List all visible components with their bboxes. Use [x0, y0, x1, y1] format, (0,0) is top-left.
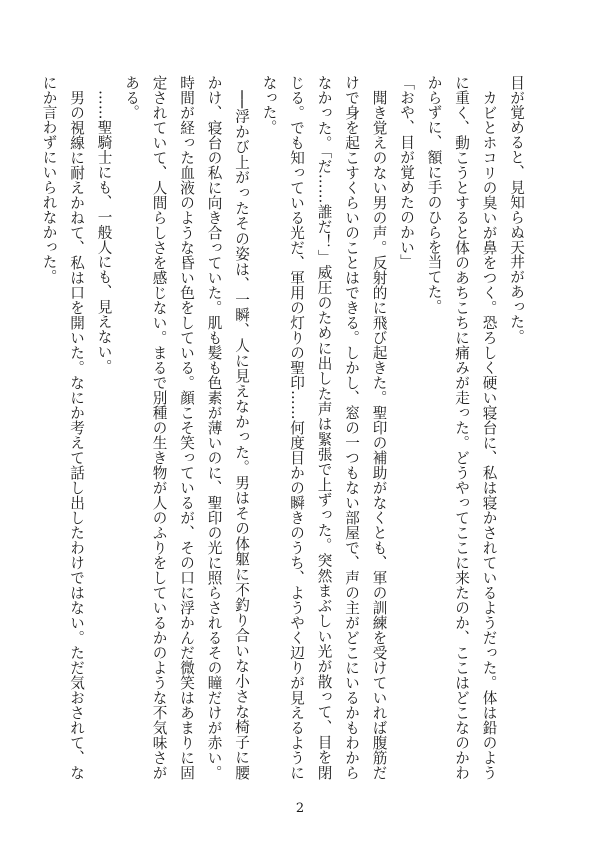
paragraph-2: カビとホコリの臭いが鼻をつく。恐ろしく硬い寝台に、私は寝かされているようだった。体は鉛のように重く、動こうとすると体のあちこちに痛みが走った。どうやってここに来たのか、ここはどこなのかわからずに、額に手のひらを当てた。	[425, 75, 498, 780]
paragraph-7: 男の視線に耐えかねて、私は口を開いた。なにか考えて話し出したわけではない。ただ気おされて、なにか言わずにいられなかった。	[40, 75, 85, 780]
paragraph-1: 目が覚めると、見知らぬ天井があった。	[508, 75, 525, 345]
paragraph-5: ──浮かび上がったその姿は、一瞬、人に見えなかった。男はその体躯に不釣り合いな小さな椅子に腰かけ、寝台の私に向き合っていた。肌も髪も色素が薄いのに、聖印の光に照らされるその瞳だけが赤い。時間が経った血液のような昏い色をしている。顔こそ笑っているが、その口に浮かんだ微笑はあまりに固定されていて、人間らしさを感じない。まるで別種の生き物が人のふりをしているかのような不気味さがある。	[123, 75, 250, 780]
paragraph-4: 聞き覚えのない男の声。反射的に飛び起きた。聖印の補助がなくとも、軍の訓練を受けていれば腹筋だけで身を起こすくらいのことはできる。しかし、窓の一つもない部屋で、声の主がどこにいるかもわからなかった。「だ……誰だ！」威圧のために出した声は緊張で上ずった。突然まぶしい光が散って、目を閉じる。でも知っている光だ、軍用の灯りの聖印……何度目かの瞬きのうち、ようやく辺りが見えるようになった。	[260, 75, 388, 780]
page-number: 2	[295, 801, 305, 816]
paragraph-6: ……聖騎士にも、一般人にも、見えない。	[95, 75, 113, 374]
body-text	[40, 75, 530, 780]
paragraph-3: 「おや、目が覚めたのかい」	[398, 75, 415, 270]
